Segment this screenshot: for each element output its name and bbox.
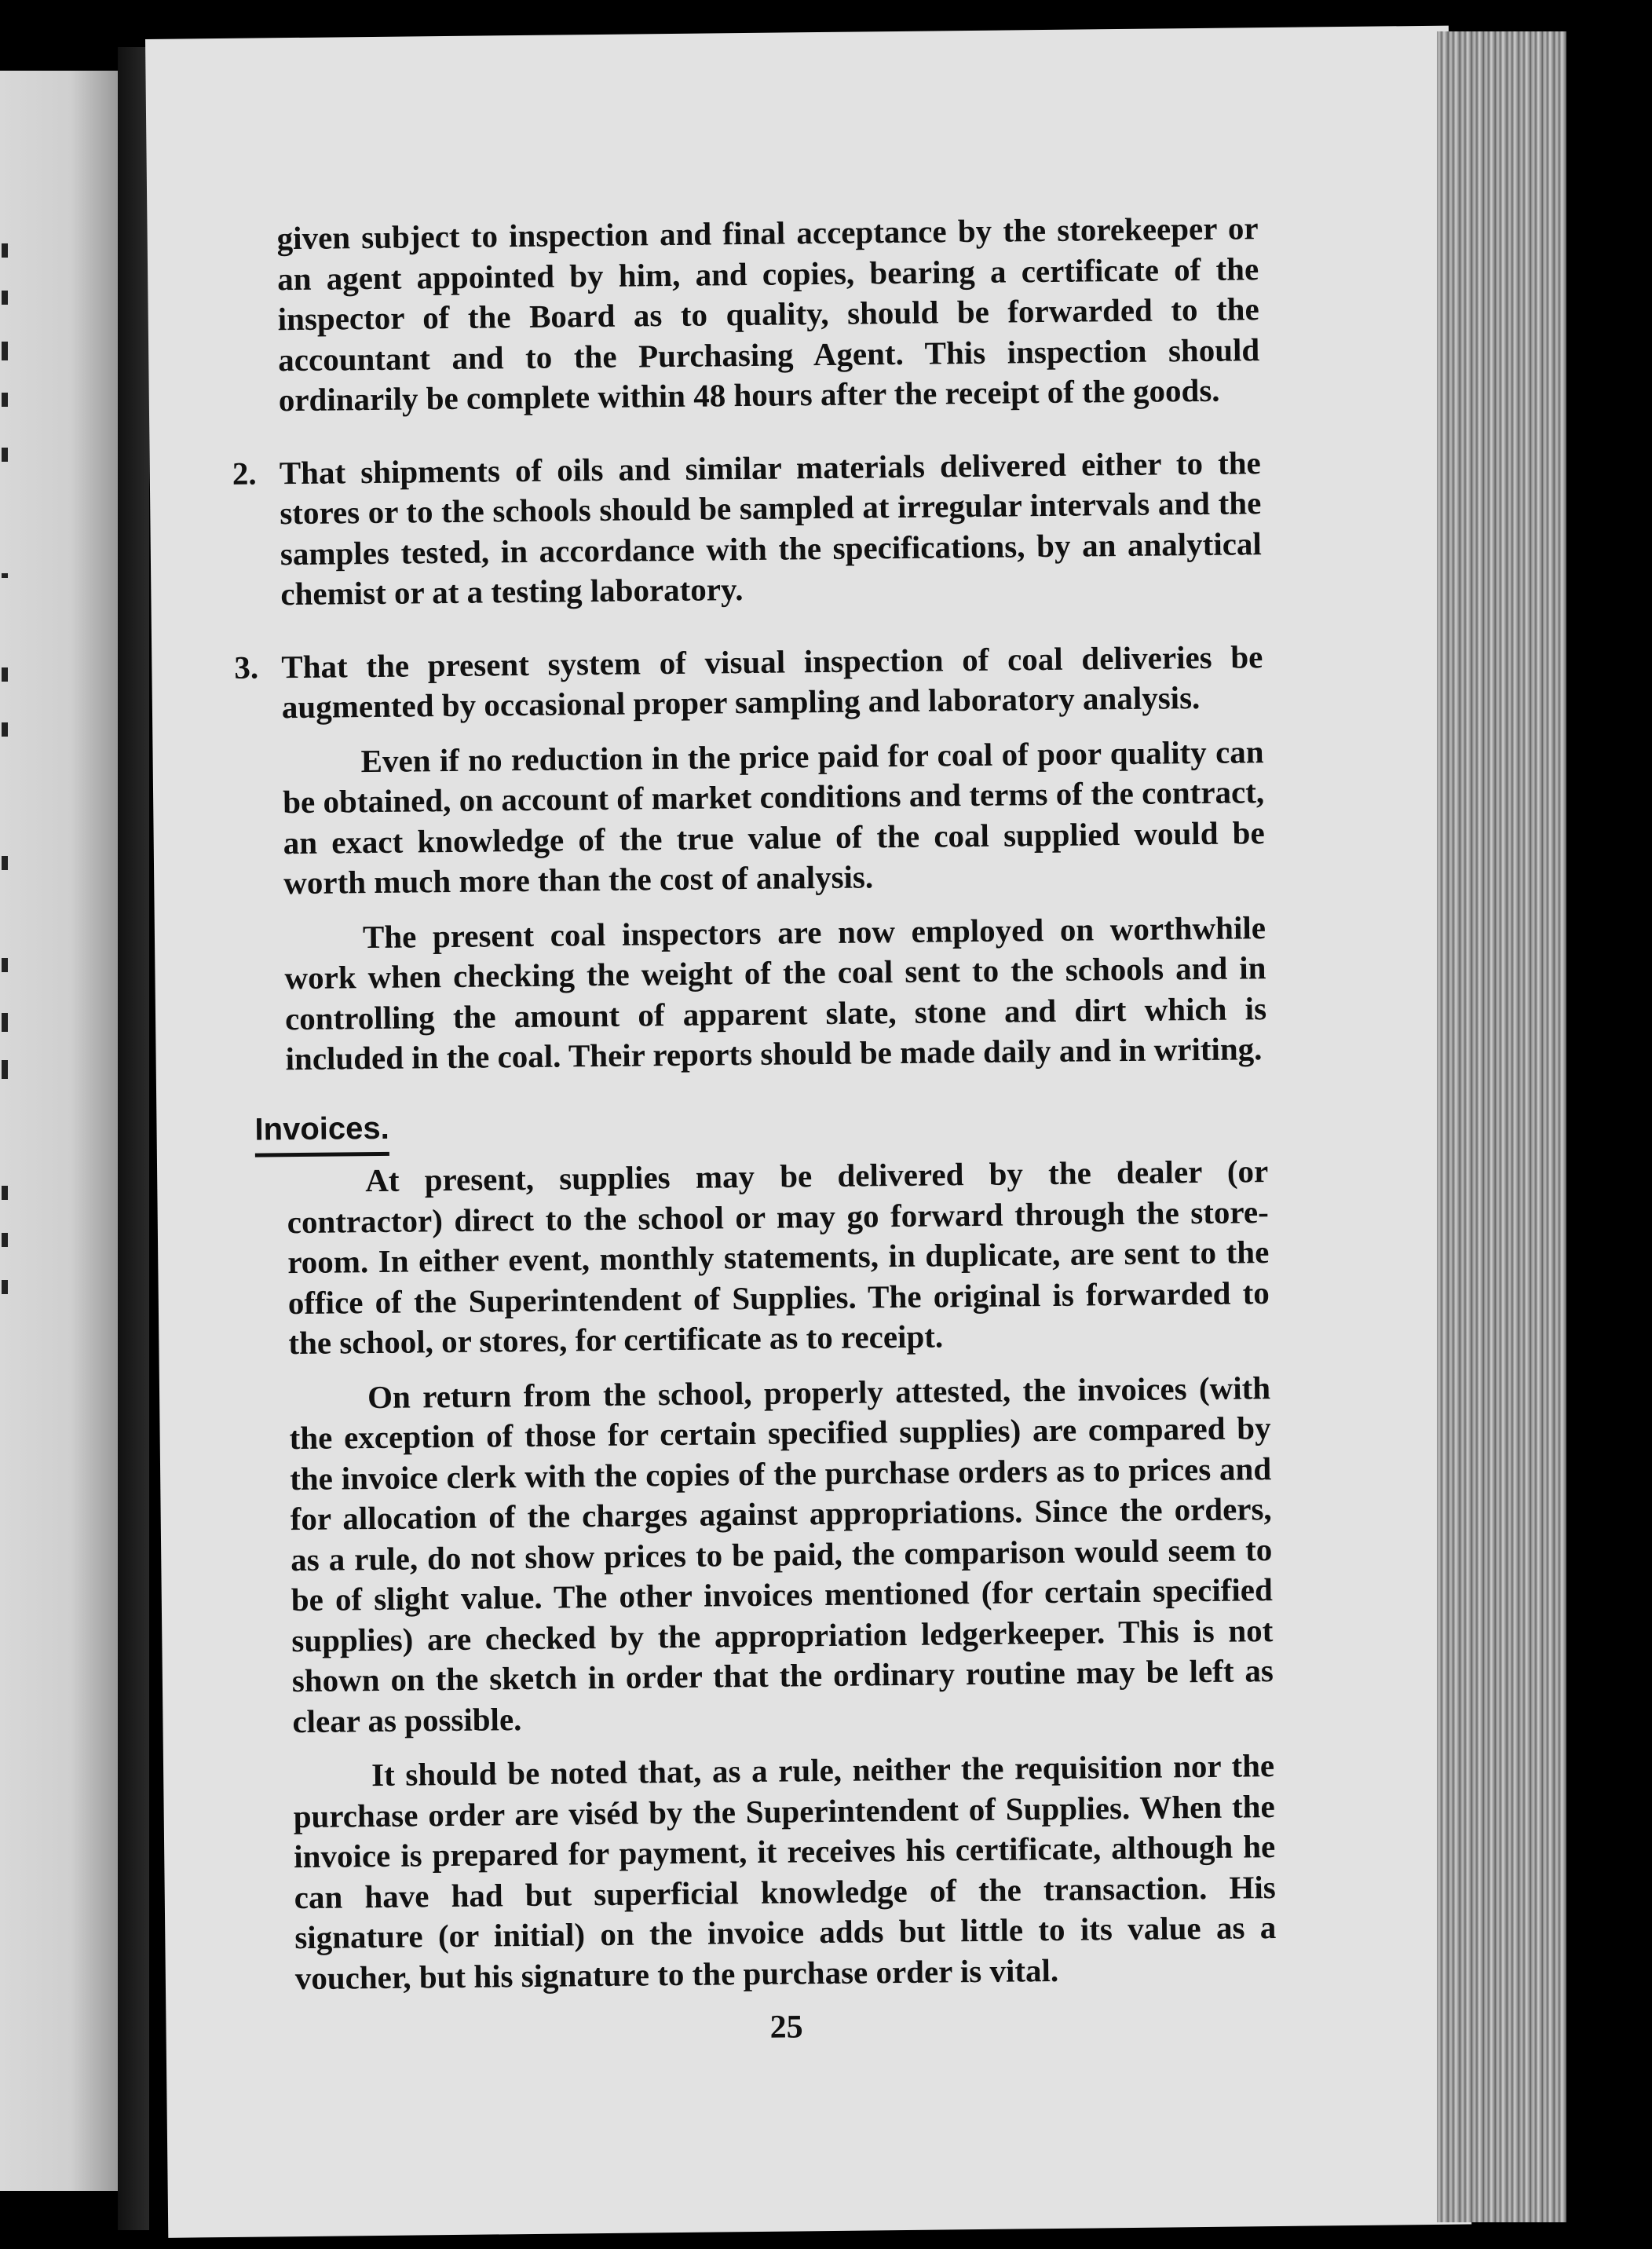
margin-mark [2,958,8,972]
margin-mark [2,448,8,462]
section-heading: Invoices. [254,1108,389,1157]
list-item [232,443,1263,615]
page-number: 25 [769,2009,803,2046]
margin-mark [2,573,8,578]
margin-mark [2,1060,8,1079]
coal-value-paragraph: Even if no reduction in the price paid for coal of poor quality can be obtained, on account of market conditions and terms of the contract, an exact knowledge of the true value of the coal supplied would be worth much more than the cost of analysis. [282,733,1265,901]
margin-mark [2,722,8,737]
invoices-paragraph-1: At present, supplies may be delivered by the dealer (or contractor) direct to the school or may go forward through the store-room. In either event, monthly statements, in duplicate, are sent to the office of the Superintendent of Supplies. The original is forwarded to the school, or stores, for certificate as to receipt. [287,1153,1270,1362]
list-item-text: That shipments of oils and similar materials delivered either to the stores or to the schools should be sampled at irregular intervals and the samples tested, in accordance with the specifications, by an analytical chemist or at a testing laboratory. [279,444,1263,613]
margin-mark [2,1280,8,1294]
margin-mark [2,1233,8,1247]
invoices-paragraph-3: It should be noted that, as a rule, neither the requisition nor the purchase order are viséd by the Superintendent of Supplies. When the invoice is prepared for payment, it receives his certificate, although he can have had but superficial knowledge of the transaction. His signature (or initial) on the invoice adds but little to its value as a voucher, but his signature to the purchase order is vital. [293,1747,1277,1996]
margin-mark [2,856,8,870]
list-item [234,637,1263,728]
list-item-number: 2. [232,455,257,492]
scan-border [1566,31,1652,2230]
list-item-text: That the present system of visual inspection of coal deliveries be augmented by occasional proper sampling and laboratory analysis. [281,638,1263,726]
list-item-number: 3. [234,649,259,686]
coal-inspectors-paragraph: The present coal inspectors are now employed on worthwhile work when checking the weight of the coal sent to the schools and in controlling the amount of apparent slate, stone and dirt which is included in the coal. Their reports should be made daily and in writing. [284,909,1267,1077]
page-text [232,208,1277,2053]
margin-mark [2,667,8,682]
margin-mark [2,243,8,258]
opening-paragraph: given subject to inspection and final acceptance by the storekeeper or an agent appointed by him, and copies, bearing a certificate of the inspector of the Board as to quality, should be forwarded to the accountant and to the Purchasing Agent. This inspection should ordinarily be complete within 48 hours after the receipt of the goods. [276,210,1260,419]
book-page [145,26,1471,2238]
left-page-edge [0,71,118,2191]
margin-mark [2,342,8,360]
invoices-paragraph-2: On return from the school, properly attested, the invoices (with the exception of those for certain specified supplies) are compared by the invoice clerk with the copies of the purchase orders as to prices and for allocation of the charges against appropriations. Since the orders, as a rule, do not show prices to be paid, the comparison would seem to be of slight value. The other invoices mentioned (for certain specified supplies) are checked by the appropriation ledgerkeeper. This is not shown on the sketch in order that the ordinary routine may be left as clear as possible. [289,1369,1274,1739]
margin-mark [2,291,8,305]
book-gutter [118,47,149,2230]
margin-mark [2,1013,8,1032]
margin-mark [2,1186,8,1200]
page-stack-edge [1437,31,1574,2222]
margin-mark [2,393,8,407]
